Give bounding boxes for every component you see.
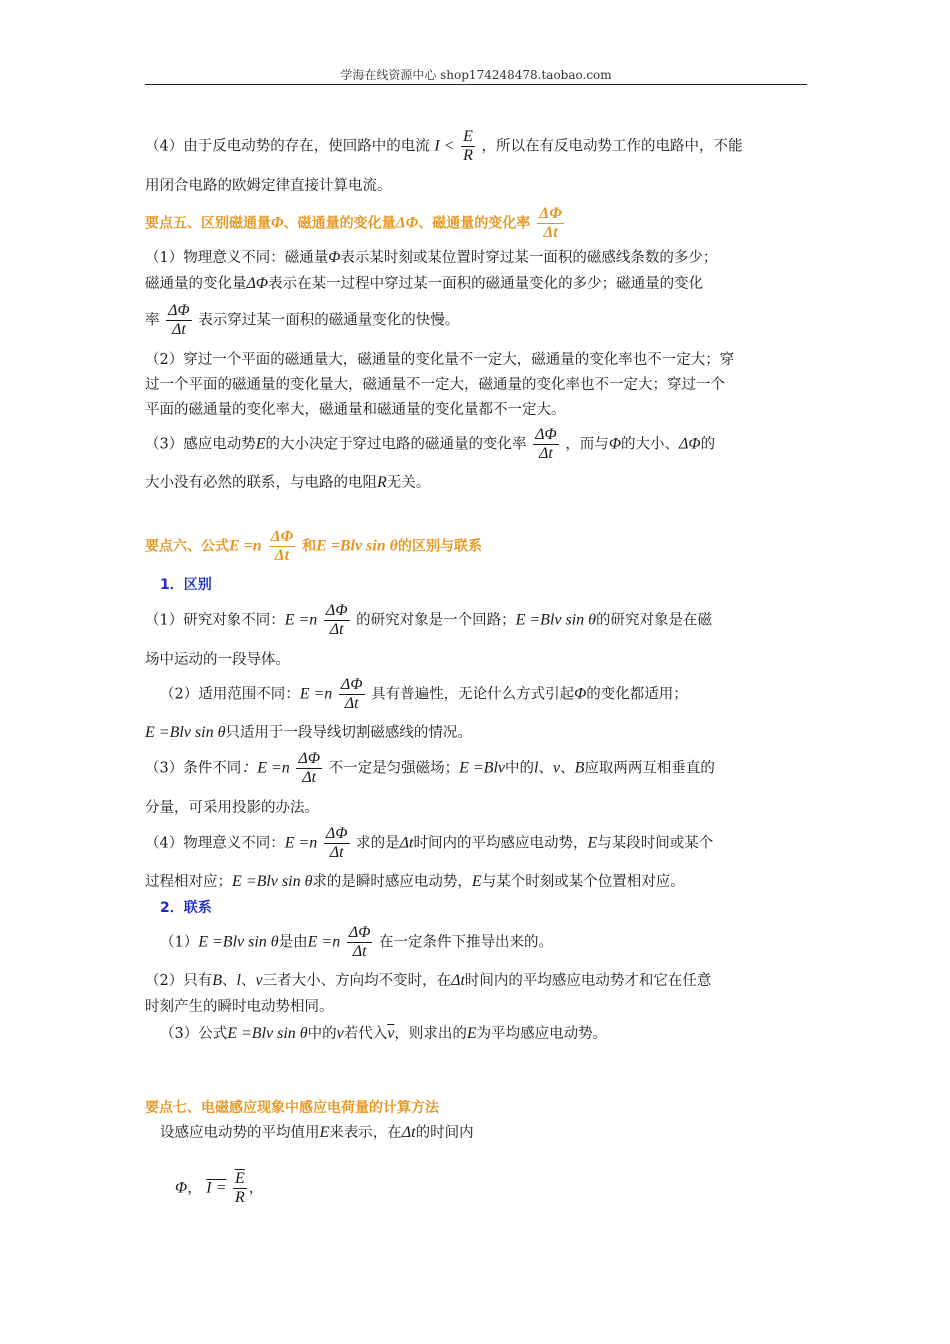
para-s7-p1: 设感应电动势的平均值用E来表示，在Δt的时间内 [160, 1124, 474, 1141]
para-s5-p2-line1: （2）穿过一个平面的磁通量大，磁通量的变化量不一定大，磁通量的变化率也不一定大；穿 [145, 352, 735, 368]
fraction-dPhi-dt: $\frac{\Delta\Phi}{\Delta t}$ [298, 750, 320, 786]
para-s5-p2-line2: 过一个平面的磁通量的变化量大，磁通量不一定大，磁通量的变化率也不一定大；穿过一个 [145, 377, 725, 393]
para-s5-p3-line1: （3）感应电动势E的大小决定于穿过电路的磁通量的变化率 $\frac{\Delta\Phi}{\Delta t}$ ，而与Φ的大小、ΔΦ的 [145, 426, 716, 462]
fraction-dPhi-dt: $\frac{\Delta\Phi}{\Delta t}$ [325, 602, 348, 638]
para-s5-p2-line3: 平面的磁通量的变化率大，磁通量和磁通量的变化量都不一定大。 [145, 402, 566, 418]
para-s6-p4-line2: 过程相对应；E =Blv sin θ求的是瞬时感应电动势，E与某个时刻或某个位置相对应。 [145, 873, 685, 890]
fraction-dPhi-dt: $\frac{\Delta\Phi}{\Delta t}$ [539, 205, 562, 241]
para-s6-p3-line1: （3）条件不同：E =n $\frac{\Delta\Phi}{\Delta t}$ 不一定是匀强磁场；E =Blv中的l、v、B应取两两互相垂直的 [145, 750, 715, 786]
fraction-dPhi-dt: $\frac{\Delta\Phi}{\Delta t}$ [270, 528, 294, 564]
fraction-dPhi-dt: $\frac{\Delta\Phi}{\Delta t}$ [340, 676, 363, 712]
para-s6-p2-line1: （2）适用范围不同：E =n $\frac{\Delta\Phi}{\Delta t}$ 具有普遍性，无论什么方式引起Φ的变化都适用； [160, 676, 688, 712]
para-s6-p4-line1: （4）物理意义不同：E =n $\frac{\Delta\Phi}{\Delta t}$ 求的是Δt时间内的平均感应电动势，E与某段时间或某个 [145, 825, 714, 861]
fraction-E-over-R: $\frac{E}{R}$ [463, 128, 473, 164]
para-s6b-p3: （3）公式E =Blv sin θ中的v若代入$\overline{v}$，则求出的E为平均感应电动势。 [160, 1025, 608, 1042]
para-s6-p1-line1: （1）研究对象不同：E =n $\frac{\Delta\Phi}{\Delta t}$ 的研究对象是一个回路；E =Blv sin θ的研究对象是在磁 [145, 602, 713, 638]
page-header: 学海在线资源中心 shop174248478.taobao.com [340, 68, 612, 82]
I-bar: I = [206, 1179, 227, 1197]
para-s6b-p2-line1: （2）只有B、l、v三者大小、方向均不变时，在Δt时间内的平均感应电动势才和它在任意 [145, 972, 712, 989]
para-s1-line1: （4）由于反电动势的存在，使回路中的电流 I < $\frac{E}{R}$ ，所以在有反电动势工作的电路中，不能 [145, 128, 743, 164]
heading-point-7: 要点七、电磁感应现象中感应电荷量的计算方法 [145, 1100, 439, 1116]
para-s7-formula: Φ， I = $\frac{\overline{E}}{R}$ ， [175, 1170, 264, 1206]
subheading-connections: 2．联系 [160, 900, 212, 916]
fraction-dPhi-dt: $\frac{\Delta\Phi}{\Delta t}$ [325, 825, 348, 861]
fraction-dPhi-dt: $\frac{\Delta\Phi}{\Delta t}$ [535, 426, 557, 462]
fraction-Ebar-over-R: $\frac{\overline{E}}{R}$ [235, 1170, 245, 1206]
subheading-differences: 1．区别 [160, 577, 212, 593]
v-bar: $\overline{v}$ [387, 1025, 395, 1042]
fraction-dPhi-dt: $\frac{\Delta\Phi}{\Delta t}$ [348, 924, 371, 960]
para-s1-line2: 用闭合电路的欧姆定律直接计算电流。 [145, 178, 392, 194]
formula-I-lt: I < [434, 137, 455, 155]
heading-point-6: 要点六、公式E =n $\frac{\Delta\Phi}{\Delta t}$ 和E =Blv sin θ的区别与联系 [145, 528, 482, 564]
para-s6-p1-line2: 场中运动的一段导体。 [145, 652, 290, 668]
para-s5-p1-line3: 率 $\frac{\Delta\Phi}{\Delta t}$ 表示穿过某一面积的磁通量变化的快慢。 [145, 302, 460, 338]
para-s6-p3-line2: 分量，可采用投影的办法。 [145, 800, 319, 816]
header-rule [145, 84, 807, 85]
para-s5-p3-line2: 大小没有必然的联系，与电路的电阻R无关。 [145, 474, 431, 491]
para-s6-p2-line2: E =Blv sin θ只适用于一段导线切割磁感线的情况。 [145, 724, 472, 741]
para-s6b-p1: （1）E =Blv sin θ是由E =n $\frac{\Delta\Phi}{\Delta t}$ 在一定条件下推导出来的。 [160, 924, 554, 960]
heading-point-5: 要点五、区别磁通量Φ、磁通量的变化量ΔΦ、磁通量的变化率 $\frac{\Delta\Phi}{\Delta t}$ [145, 205, 562, 241]
para-s5-p1-line1: （1）物理意义不同：磁通量Φ表示某时刻或某位置时穿过某一面积的磁感线条数的多少； [145, 249, 718, 266]
para-s6b-p2-line2: 时刻产生的瞬时电动势相同。 [145, 999, 334, 1015]
para-s5-p1-line2: 磁通量的变化量ΔΦ表示在某一过程中穿过某一面积的磁通量变化的多少；磁通量的变化 [145, 275, 704, 292]
fraction-dPhi-dt: $\frac{\Delta\Phi}{\Delta t}$ [168, 302, 190, 338]
